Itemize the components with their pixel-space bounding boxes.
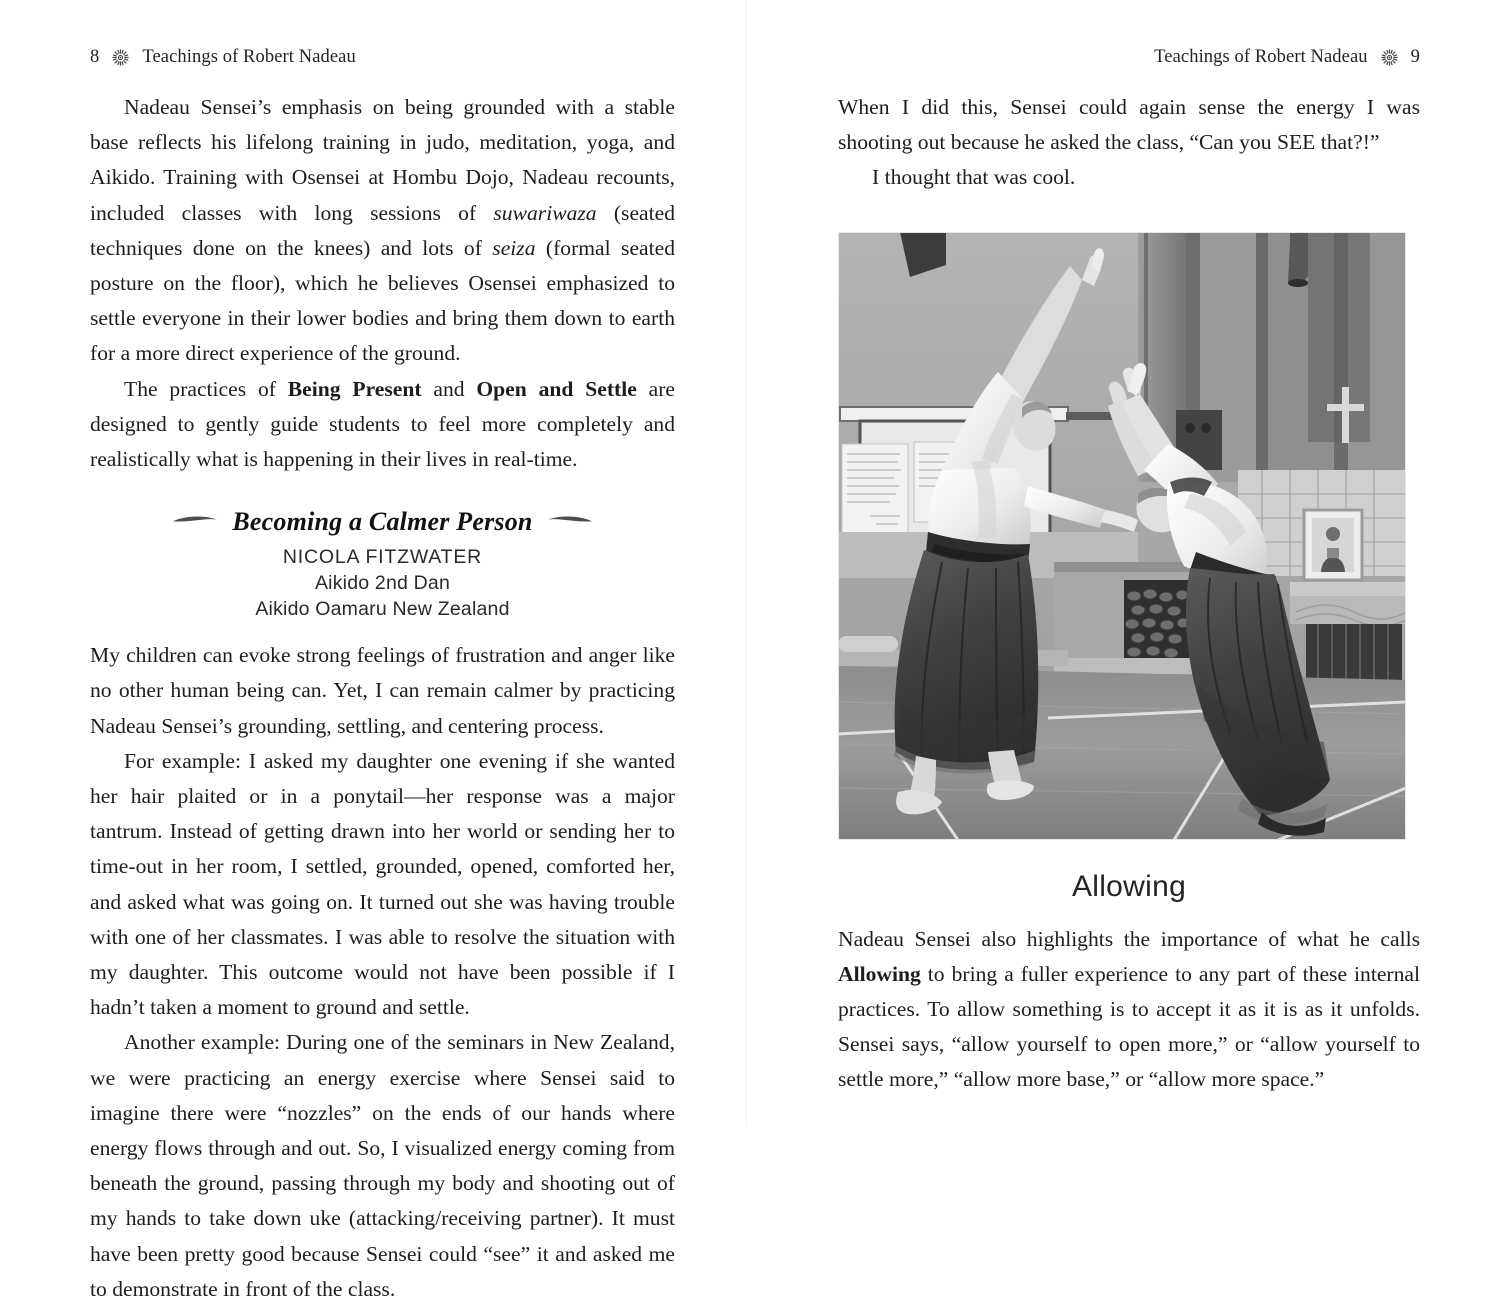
- story-author: NICOLA FITZWATER: [282, 546, 483, 569]
- decorative-dash-right-icon: [547, 513, 593, 531]
- left-page: [0, 0, 750, 1301]
- paragraph: My children can evoke strong feelings of frustration and anger like no other human being can. Yet, I can remain calmer by practicing Nadeau Sensei’s grounding, settling, and centering process.: [90, 643, 675, 738]
- paragraph: When I did this, Sensei could again sense the energy I was shooting out because he asked the class, “Can you SEE that?!”: [838, 95, 1420, 155]
- right-body-column: [838, 90, 1420, 1098]
- folio-right: 9: [1410, 46, 1420, 67]
- running-head-title-left: Teachings of Robert Nadeau: [142, 46, 356, 67]
- aikido-photograph: [838, 232, 1406, 840]
- paragraph: Nadeau Sensei’s emphasis on being grounded with a stable base reflects his lifelong training in judo, meditation, yoga, and Aikido. Training with Osensei at Hombu Dojo, Nadeau recounts, included classes with long sessions of suwariwaza (seated techniques done on the knees) and lots of seiza (formal seated posture on the floor), which he believes Osensei emphasized to settle everyone in their lower bodies and bring them down to earth for a more direct experience of the ground.: [90, 95, 676, 366]
- aikido-photograph-image: [838, 232, 1406, 840]
- section-heading-allowing: Allowing: [1071, 869, 1187, 903]
- flower-ornament-icon: [112, 49, 129, 66]
- story-author-rank: Aikido 2nd Dan: [314, 572, 451, 595]
- running-head-left: [90, 42, 675, 72]
- story-heading-block: [90, 507, 675, 621]
- paragraph: For example: I asked my daughter one evening if she wanted her hair plaited or in a ponytail—her response was a major tantrum. Instead of getting drawn into her world or sending her to time-out in her room, I settled, grounded, opened, comforted her, and asked what was going on. It turned out she was having trouble with one of her classmates. I was able to resolve the situation with my daughter. This outcome would not have been possible if I hadn’t taken a moment to ground and settle.: [90, 748, 675, 1020]
- right-page: [750, 0, 1500, 1125]
- running-head-title-right: Teachings of Robert Nadeau: [1154, 46, 1368, 67]
- paragraph: Another example: During one of the seminars in New Zealand, we were practicing an energy exercise where Sensei said to imagine there were “nozzles” on the ends of our hands where energy flows through and out. So, I visualized energy coming from beneath the ground, passing through my body and shooting out of my hands to take down uke (attacking/receiving partner). It must have been pretty good because Sensei could “see” it and asked me to demonstrate in front of the class.: [90, 1030, 675, 1301]
- paragraph: Nadeau Sensei also highlights the importance of what he calls Allowing to bring a fuller experience to any part of these internal practices. To allow something is to accept it as it is as it unfolds. Sensei says, “allow yourself to open more,” or “allow yourself to settle more,” “allow more base,” or “allow more space.”: [838, 926, 1420, 1092]
- paragraph: The practices of Being Present and Open and Settle are designed to gently guide students to feel more completely and realistically what is happening in their lives in real-time.: [90, 376, 675, 472]
- story-body: [90, 638, 675, 1307]
- story-byline: [90, 546, 675, 621]
- flower-ornament-icon: [1381, 49, 1398, 66]
- folio-left: 8: [90, 46, 100, 67]
- decorative-dash-left-icon: [172, 513, 218, 531]
- paragraph: I thought that was cool.: [872, 165, 1076, 190]
- left-body-column: [90, 90, 675, 1307]
- story-title: Becoming a Calmer Person: [232, 507, 533, 537]
- running-head-right: [838, 42, 1420, 72]
- story-author-dojo: Aikido Oamaru New Zealand: [255, 598, 510, 621]
